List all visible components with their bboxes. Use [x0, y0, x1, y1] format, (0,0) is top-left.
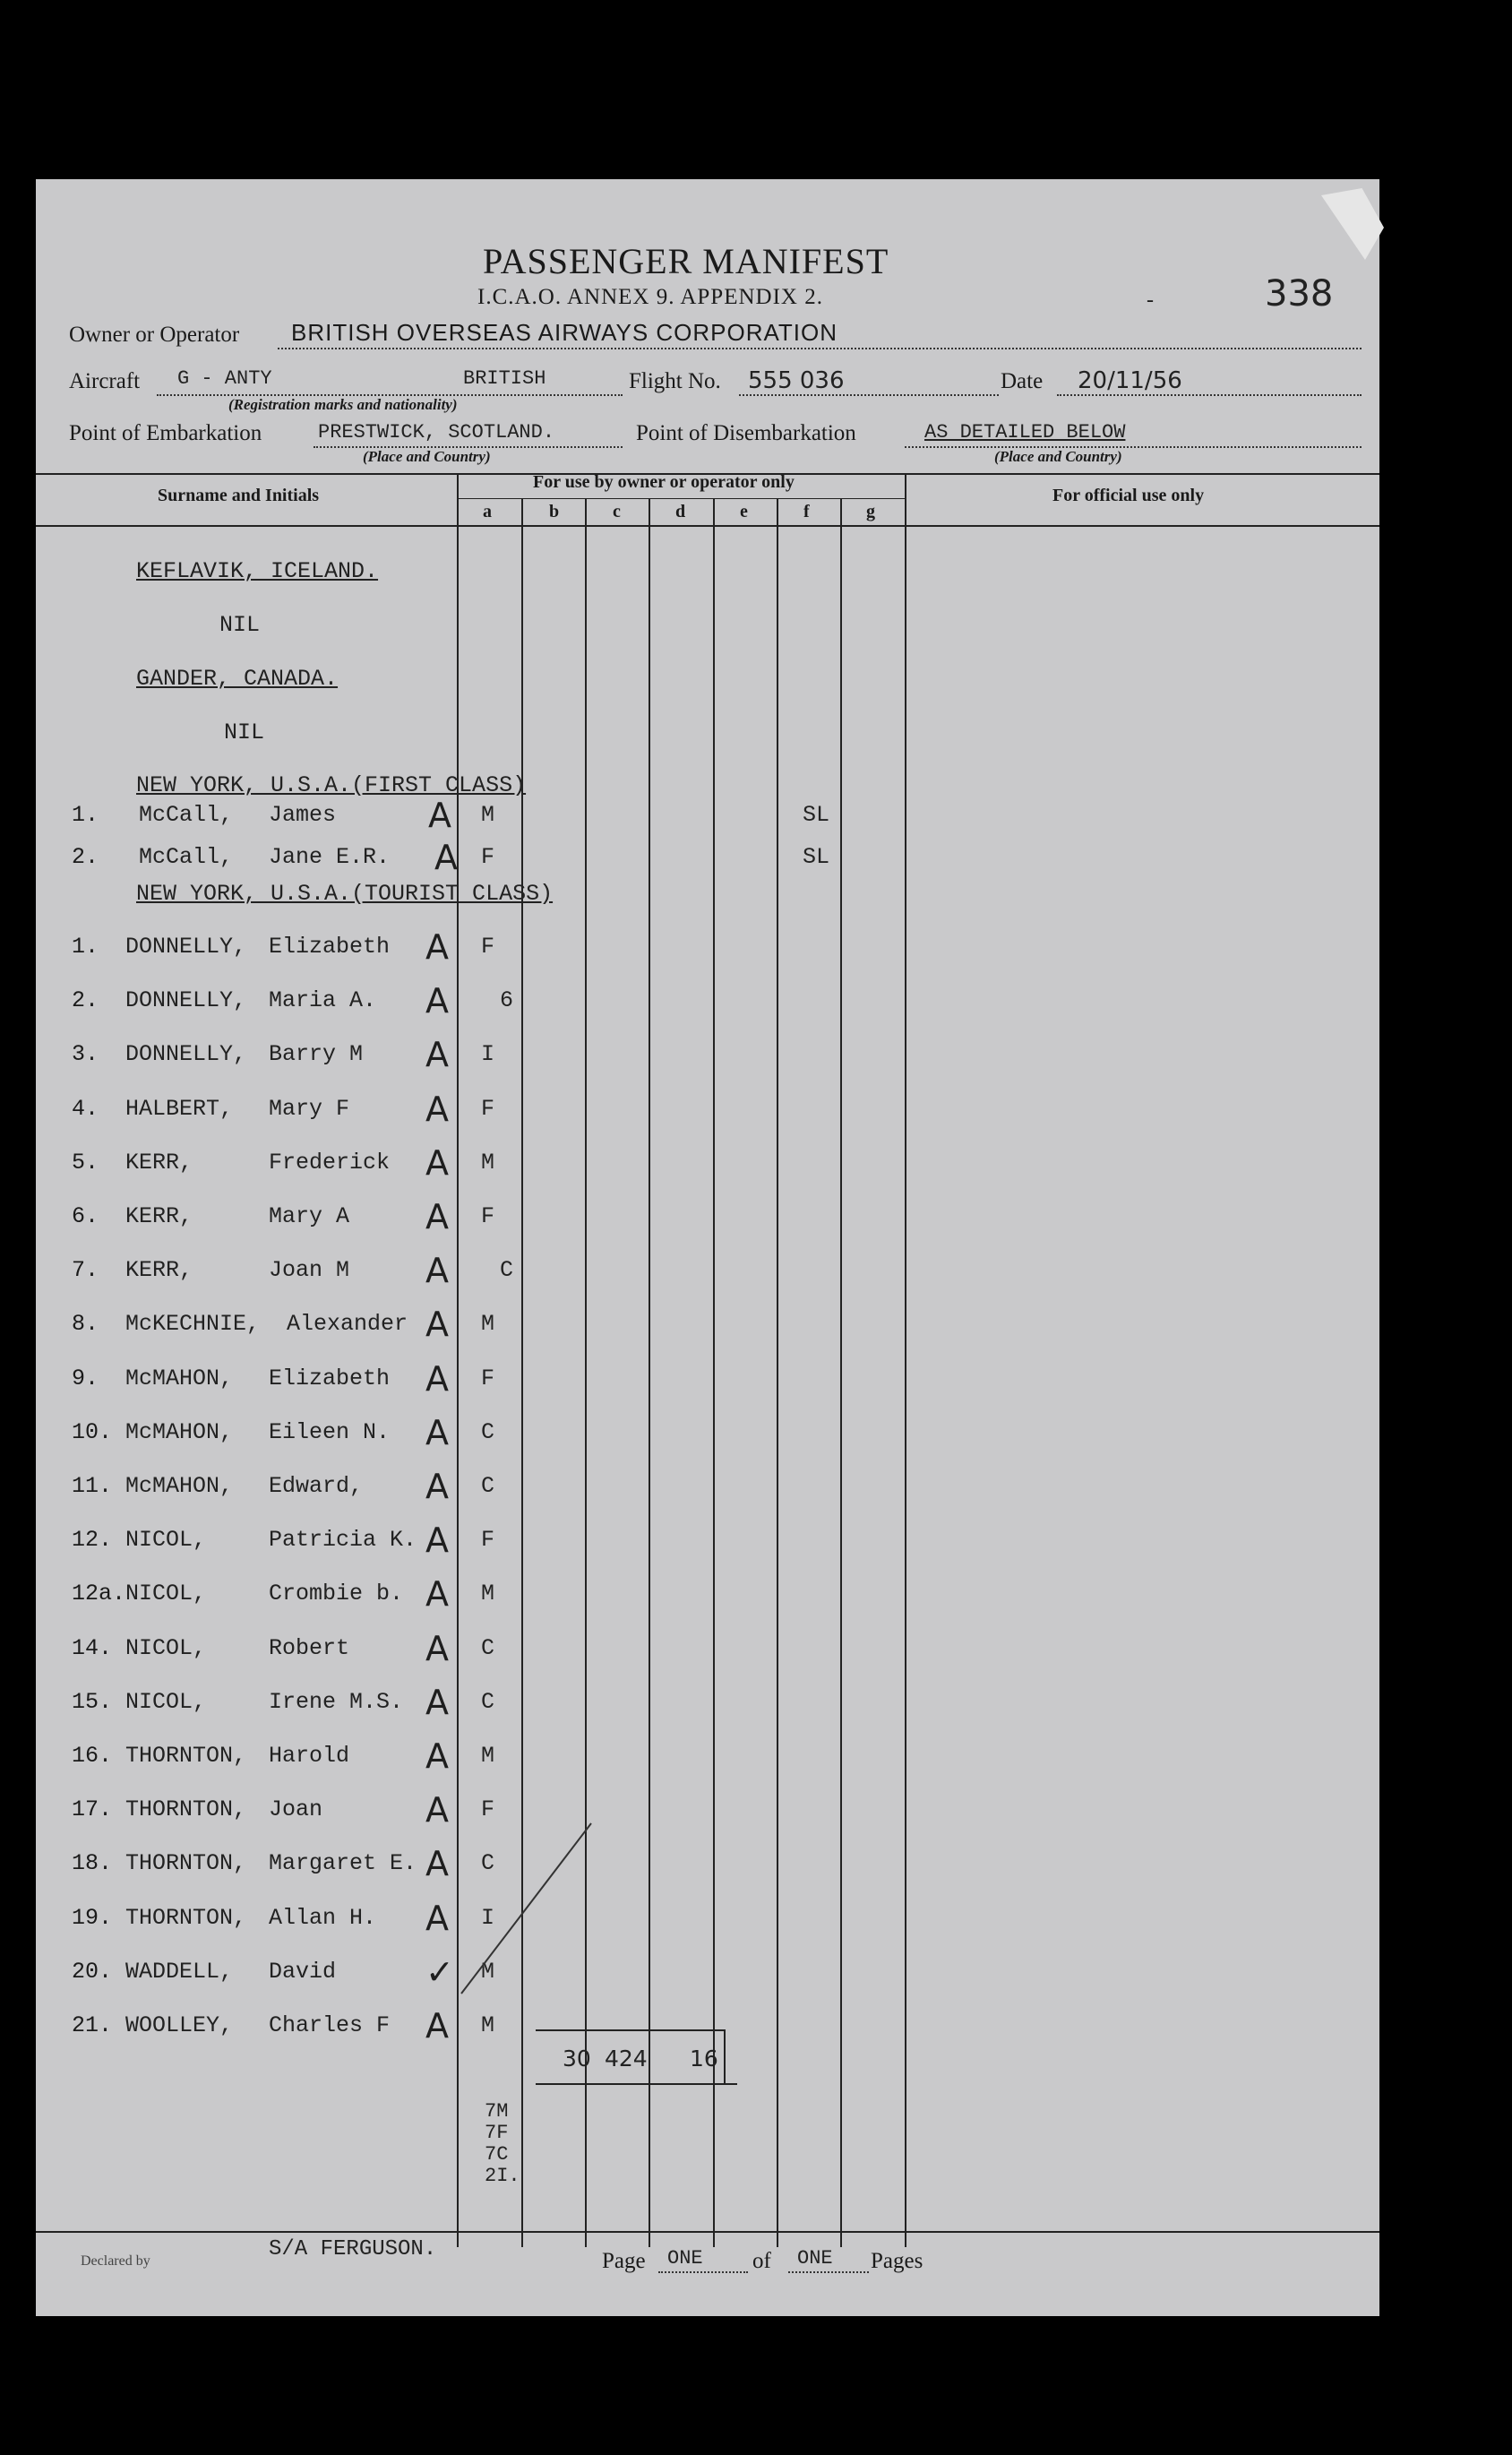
gander-nil: NIL: [224, 719, 265, 745]
total-col-c: 424: [605, 2046, 648, 2072]
col-e-header: e: [740, 502, 748, 521]
col-a-value: I: [481, 1905, 495, 1931]
manifest-subtitle: I.C.A.O. ANNEX 9. APPENDIX 2.: [477, 285, 823, 309]
flight-dotline: [739, 394, 999, 396]
total-col-d: 16: [690, 2046, 718, 2072]
row-number: 14.: [72, 1635, 113, 1661]
handwritten-a-mark: A: [425, 1035, 449, 1074]
given-names: Elizabeth: [269, 934, 391, 960]
row-number: 9.: [72, 1365, 99, 1391]
handwritten-a-mark: A: [425, 1359, 449, 1399]
surname: KERR,: [125, 1203, 193, 1229]
section-keflavik: KEFLAVIK, ICELAND.: [136, 558, 379, 584]
row-number: 11.: [72, 1473, 113, 1499]
col-a-value: M: [481, 1311, 495, 1337]
aircraft-registration: G - ANTY: [177, 367, 272, 390]
surname: HALBERT,: [125, 1096, 234, 1122]
given-names: Allan H.: [269, 1905, 377, 1931]
col-a-value: F: [481, 1203, 495, 1229]
col-a-value: I: [481, 1041, 495, 1067]
surname: NICOL,: [125, 1689, 207, 1715]
surname: McCall,: [139, 844, 234, 870]
row-number: 17.: [72, 1796, 113, 1822]
row-number: 21.: [72, 2012, 113, 2038]
col-rule-d: [713, 498, 715, 2247]
row-number: 19.: [72, 1905, 113, 1931]
subheader-rule: [459, 498, 906, 499]
aircraft-nationality: BRITISH: [463, 367, 546, 390]
signature: S/A FERGUSON.: [269, 2237, 437, 2261]
col-a-value: F: [481, 1796, 495, 1822]
pen-stroke: [457, 1819, 600, 1998]
surname: McMAHON,: [125, 1473, 234, 1499]
handwritten-a-mark: A: [425, 1844, 449, 1883]
surname: DONNELLY,: [125, 987, 247, 1013]
row-number: 15.: [72, 1689, 113, 1715]
handwritten-a-mark: A: [425, 927, 449, 967]
handwritten-a-mark: A: [425, 1629, 449, 1668]
col-a-value: M: [481, 1150, 495, 1176]
given-names: James: [269, 802, 337, 828]
surname: DONNELLY,: [125, 934, 247, 960]
surname: KERR,: [125, 1257, 193, 1283]
surname: THORNTON,: [125, 1905, 247, 1931]
handwritten-a-mark: A: [428, 796, 451, 835]
handwritten-a-mark: A: [425, 1413, 449, 1452]
given-names: Charles F: [269, 2012, 391, 2038]
handwritten-a-mark: A: [425, 1790, 449, 1830]
keflavik-nil: NIL: [219, 612, 261, 638]
row-number: 12a.: [72, 1581, 126, 1607]
date-dotline: [1057, 394, 1362, 396]
row-number: 8.: [72, 1311, 99, 1337]
declared-by-label: Declared by: [81, 2253, 150, 2269]
handwritten-a-mark: A: [425, 1574, 449, 1614]
given-names: Eileen N.: [269, 1419, 391, 1445]
handwritten-a-mark: A: [425, 1305, 449, 1344]
col-a-value: F: [481, 844, 495, 870]
given-names: Edward,: [269, 1473, 364, 1499]
operator-dotline: [278, 348, 1362, 349]
col-f-header: f: [803, 502, 810, 521]
given-names: Robert: [269, 1635, 350, 1661]
handwritten-a-mark: A: [425, 1520, 449, 1560]
page-value: ONE: [667, 2247, 703, 2270]
handwritten-a-mark: A: [425, 1143, 449, 1183]
surname: THORNTON,: [125, 1796, 247, 1822]
date-value: 20/11/56: [1078, 367, 1182, 394]
surname: NICOL,: [125, 1581, 207, 1607]
handwritten-a-mark: A: [425, 2006, 449, 2046]
totals-right-rule: [724, 2029, 726, 2085]
tally-i: 2I.: [485, 2165, 520, 2187]
given-names: Crombie b.: [269, 1581, 404, 1607]
given-names: Irene M.S.: [269, 1689, 404, 1715]
handwritten-a-mark: A: [425, 1090, 449, 1129]
handwritten-a-mark: A: [425, 981, 449, 1021]
col-rule-g: [905, 473, 906, 2247]
given-names: Joan M: [269, 1257, 350, 1283]
surname: THORNTON,: [125, 1850, 247, 1876]
page-number: 338: [1265, 273, 1334, 314]
col-a-value: M: [481, 1743, 495, 1769]
row-number: 18.: [72, 1850, 113, 1876]
aircraft-note: (Registration marks and nationality): [228, 396, 458, 413]
row-number: 5.: [72, 1150, 99, 1176]
col-a-value: C: [481, 1689, 495, 1715]
aircraft-label: Aircraft: [69, 369, 141, 393]
section-ny-first-class: NEW YORK, U.S.A.(FIRST CLASS): [136, 772, 527, 798]
given-names: Maria A.: [269, 987, 377, 1013]
section-gander: GANDER, CANADA.: [136, 666, 339, 692]
col-a-header: a: [483, 502, 492, 521]
manifest-title: PASSENGER MANIFEST: [483, 241, 889, 281]
handwritten-a-mark: A: [425, 1467, 449, 1506]
surname: McMAHON,: [125, 1419, 234, 1445]
row-number: 1.: [72, 934, 99, 960]
row-number: 2.: [72, 987, 99, 1013]
section-ny-tourist-class: NEW YORK, U.S.A.(TOURIST CLASS): [136, 881, 554, 907]
embarkation-value: PRESTWICK, SCOTLAND.: [318, 421, 555, 444]
of-label: of: [752, 2249, 771, 2273]
given-names: Joan: [269, 1796, 323, 1822]
row-number: 16.: [72, 1743, 113, 1769]
total-col-b: 30: [563, 2046, 591, 2072]
given-names: Mary A: [269, 1203, 350, 1229]
handwritten-a-mark: A: [425, 1899, 449, 1938]
col-a-value: C: [481, 1635, 495, 1661]
surname: THORNTON,: [125, 1743, 247, 1769]
official-use-header: For official use only: [1052, 486, 1205, 505]
given-names: Barry M: [269, 1041, 364, 1067]
col-a-value: F: [481, 1365, 495, 1391]
col-f-value: SL: [803, 844, 830, 870]
col-a-value: M: [481, 1959, 495, 1985]
disembarkation-dotline: [905, 446, 1362, 448]
row-number: 1.: [72, 802, 99, 828]
col-b-value: 6: [500, 987, 514, 1013]
surname-column-header: Surname and Initials: [158, 486, 320, 505]
surname: McCall,: [139, 802, 234, 828]
totals-top-rule: [536, 2029, 724, 2031]
handwritten-a-mark: A: [425, 1736, 449, 1776]
col-rule-c: [649, 498, 650, 2247]
given-names: Margaret E.: [269, 1850, 417, 1876]
surname: DONNELLY,: [125, 1041, 247, 1067]
col-a-value: M: [481, 802, 495, 828]
surname: NICOL,: [125, 1527, 207, 1553]
given-names: Patricia K.: [269, 1527, 417, 1553]
given-names: Alexander: [287, 1311, 408, 1337]
tally-c: 7C: [485, 2143, 509, 2166]
handwritten-a-mark: A: [434, 838, 458, 877]
table-bottom-rule: [36, 2231, 1379, 2233]
col-a-value: C: [481, 1473, 495, 1499]
col-b-value: C: [500, 1257, 514, 1283]
row-number: 10.: [72, 1419, 113, 1445]
flight-number: 555 036: [748, 367, 845, 394]
page-label: Page: [602, 2249, 646, 2273]
embarkation-label: Point of Embarkation: [69, 421, 262, 445]
col-f-value: SL: [803, 802, 830, 828]
dash-mark: -: [1147, 289, 1154, 312]
embarkation-note: (Place and Country): [363, 448, 491, 465]
surname: NICOL,: [125, 1635, 207, 1661]
row-number: 4.: [72, 1096, 99, 1122]
surname: KERR,: [125, 1150, 193, 1176]
col-rule-f: [840, 498, 842, 2247]
col-a-value: M: [481, 1581, 495, 1607]
col-a-value: M: [481, 2012, 495, 2038]
handwritten-a-mark: A: [425, 1683, 449, 1722]
col-g-header: g: [866, 502, 875, 521]
given-names: Elizabeth: [269, 1365, 391, 1391]
totals-bottom-rule: [536, 2083, 737, 2085]
col-d-header: d: [675, 502, 686, 521]
table-header-rule: [36, 525, 1379, 527]
given-names: Jane E.R.: [269, 844, 391, 870]
pages-label: Pages: [871, 2249, 924, 2273]
given-names: Mary F: [269, 1096, 350, 1122]
date-label: Date: [1001, 369, 1044, 393]
handwritten-a-mark: ✓: [425, 1952, 454, 1992]
col-a-value: C: [481, 1850, 495, 1876]
given-names: David: [269, 1959, 337, 1985]
surname: McMAHON,: [125, 1365, 234, 1391]
disembarkation-value: AS DETAILED BELOW: [924, 421, 1126, 444]
page-dotline: [658, 2271, 748, 2273]
tally-m: 7M: [485, 2100, 509, 2123]
of-dotline: [788, 2271, 869, 2273]
col-a-value: C: [481, 1419, 495, 1445]
row-number: 6.: [72, 1203, 99, 1229]
given-names: Harold: [269, 1743, 350, 1769]
row-number: 3.: [72, 1041, 99, 1067]
col-a-value: F: [481, 934, 495, 960]
col-rule-e: [777, 498, 778, 2247]
of-value: ONE: [797, 2247, 833, 2270]
disembarkation-note: (Place and Country): [994, 448, 1122, 465]
row-number: 2.: [72, 844, 99, 870]
row-number: 20.: [72, 1959, 113, 1985]
col-a-value: F: [481, 1096, 495, 1122]
col-b-header: b: [549, 502, 560, 521]
surname: McKECHNIE,: [125, 1311, 261, 1337]
disembarkation-label: Point of Disembarkation: [636, 421, 856, 445]
tally-f: 7F: [485, 2122, 509, 2144]
handwritten-a-mark: A: [425, 1251, 449, 1290]
col-a-value: F: [481, 1527, 495, 1553]
surname: WOOLLEY,: [125, 2012, 234, 2038]
operator-use-header: For use by owner or operator only: [533, 472, 795, 492]
operator-value: BRITISH OVERSEAS AIRWAYS CORPORATION: [291, 319, 838, 346]
flight-label: Flight No.: [629, 369, 721, 393]
given-names: Frederick: [269, 1150, 391, 1176]
row-number: 12.: [72, 1527, 113, 1553]
operator-label: Owner or Operator: [69, 323, 240, 347]
handwritten-a-mark: A: [425, 1197, 449, 1236]
col-c-header: c: [613, 502, 621, 521]
surname: WADDELL,: [125, 1959, 234, 1985]
row-number: 7.: [72, 1257, 99, 1283]
